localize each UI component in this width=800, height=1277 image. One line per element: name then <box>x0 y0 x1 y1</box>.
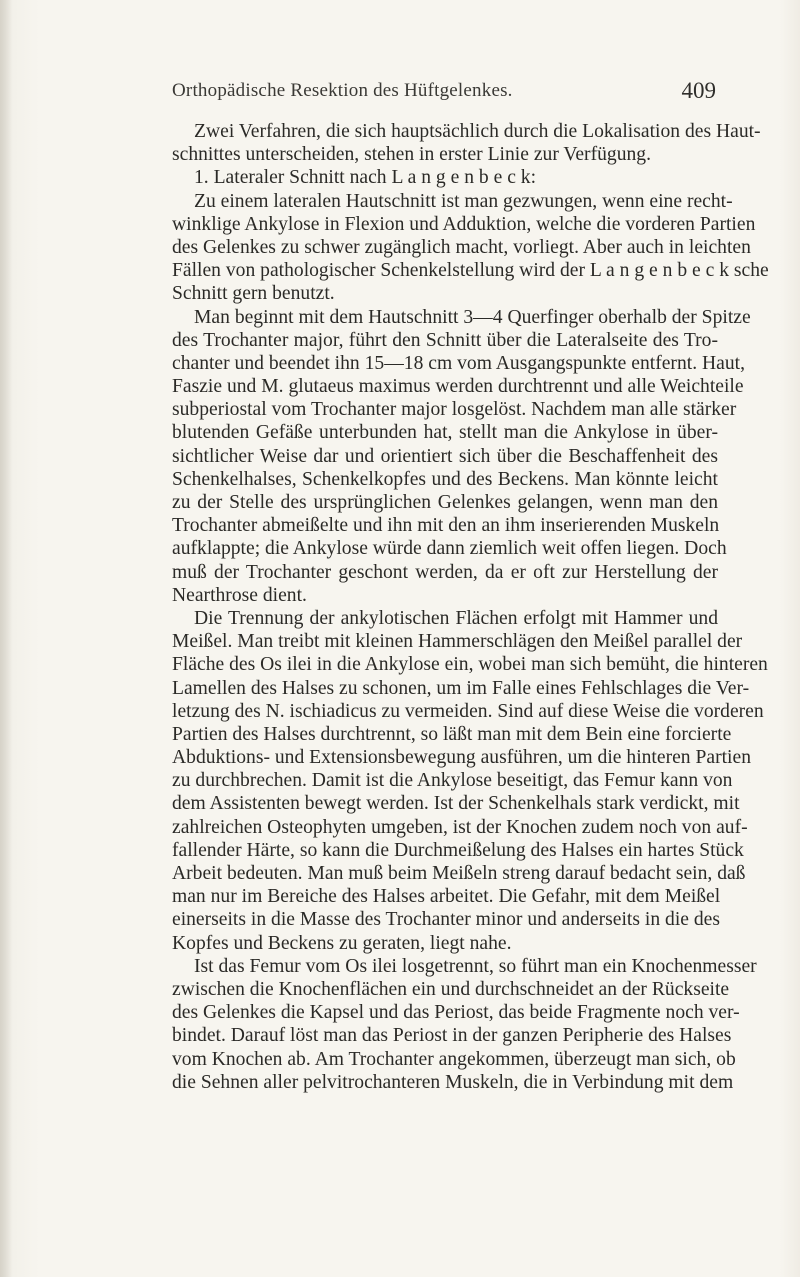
text-line: Faszie und M. glutaeus maximus werden durchtrennt und alle Weichteile <box>172 376 744 398</box>
text-line: Abduktions- und Extensionsbewegung ausführen, um die hinteren Partien <box>172 747 751 769</box>
text-line: Arbeit bedeuten. Man muß beim Meißeln streng darauf bedacht sein, daß <box>172 863 746 884</box>
text-line: Lamellen des Halses zu schonen, um im Falle eines Fehlschlages die Ver- <box>172 677 750 699</box>
text-line: bindet. Darauf löst man das Periost in der ganzen Peripherie des Halses <box>172 1025 732 1047</box>
text-line: Fläche des Os ilei in die Ankylose ein, wobei man sich bemüht, die hinteren <box>172 654 768 676</box>
text-line: zahlreichen Osteophyten umgeben, ist der Knochen zudem noch von auf- <box>172 816 748 838</box>
text-line: des Trochanter major, führt den Schnitt über die Lateralseite des Tro- <box>172 329 718 351</box>
text-line: vom Knochen ab. Am Trochanter angekommen, überzeugt man sich, ob <box>172 1048 736 1070</box>
text-line: des Gelenkes die Kapsel und das Periost, das beide Fragmente noch ver- <box>172 1002 740 1024</box>
page-header <box>172 80 716 110</box>
text-line: Meißel. Man treibt mit kleinen Hammerschlägen den Meißel parallel der <box>172 631 743 653</box>
text-line: die Sehnen aller pelvitrochanteren Muskeln, die in Verbindung mit dem <box>172 1071 734 1093</box>
text-line: Trochanter abmeißelte und ihn mit den an ihm inserierenden Muskeln <box>172 515 720 537</box>
text-line: Schenkelhalses, Schenkelkopfes und des Beckens. Man könnte leicht <box>172 468 718 490</box>
text-line: einerseits in die Masse des Trochanter minor und anderseits in die des <box>172 909 720 931</box>
text-line: Nearthrose dient. <box>172 584 307 606</box>
text-line: Man beginnt mit dem Hautschnitt 3—4 Querfinger oberhalb der Spitze <box>194 306 751 328</box>
text-line: dem Assistenten bewegt werden. Ist der Schenkelhals stark verdickt, mit <box>172 793 740 815</box>
page-number: 409 <box>681 78 716 103</box>
text-line: zu durchbrechen. Damit ist die Ankylose beseitigt, das Femur kann von <box>172 770 733 792</box>
text-line: schnittes unterscheiden, stehen in erster Linie zur Verfügung. <box>172 144 651 166</box>
text-line: Fällen von pathologischer Schenkelstellung wird der L a n g e n b e c k sche <box>172 260 769 282</box>
text-line: subperiostal vom Trochanter major losgelöst. Nachdem man alle stärker <box>172 399 737 421</box>
text-line: aufklappte; die Ankylose würde dann ziemlich weit offen liegen. Doch <box>172 538 727 560</box>
text-line: zu der Stelle des ursprünglichen Gelenkes gelangen, wenn man den <box>172 492 718 513</box>
text-line: Kopfes und Beckens zu geraten, liegt nahe. <box>172 932 512 954</box>
text-line: chanter und beendet ihn 15—18 cm vom Ausgangspunkte entfernt. Haut, <box>172 352 745 374</box>
page-gutter-shadow <box>0 0 12 1277</box>
text-line: man nur im Bereiche des Halses arbeitet. Die Gefahr, mit dem Meißel <box>172 886 721 908</box>
text-line: letzung des N. ischiadicus zu vermeiden. Sind auf diese Weise die vorderen <box>172 700 764 722</box>
text-line: Ist das Femur vom Os ilei losgetrennt, so führt man ein Knochenmesser <box>194 955 757 977</box>
text-line: Zwei Verfahren, die sich hauptsächlich durch die Lokalisation des Haut- <box>194 121 761 142</box>
text-line: winklige Ankylose in Flexion und Adduktion, welche die vorderen Partien <box>172 213 756 235</box>
text-line: Die Trennung der ankylotischen Flächen erfolgt mit Hammer und <box>194 607 718 629</box>
text-line: zwischen die Knochenflächen ein und durchschneidet an der Rückseite <box>172 978 730 1000</box>
running-head: Orthopädische Resektion des Hüftgelenkes. <box>172 80 513 101</box>
text-line: des Gelenkes zu schwer zugänglich macht, vorliegt. Aber auch in leichten <box>172 236 751 258</box>
text-line: sichtlicher Weise dar und orientiert sich über die Beschaffenheit des <box>172 445 718 467</box>
text-line: 1. Lateraler Schnitt nach L a n g e n b e c k: <box>194 167 537 189</box>
text-line: fallender Härte, so kann die Durchmeißelung des Halses ein hartes Stück <box>172 839 744 861</box>
text-line: Zu einem lateralen Hautschnitt ist man gezwungen, wenn eine recht- <box>194 190 733 212</box>
body-text <box>172 120 769 1094</box>
text-line: Partien des Halses durchtrennt, so läßt man mit dem Bein eine forcierte <box>172 723 732 745</box>
text-line: blutenden Gefäße unterbunden hat, stellt man die Ankylose in über- <box>172 422 718 444</box>
text-line: Schnitt gern benutzt. <box>172 283 335 305</box>
text-line: muß der Trochanter geschont werden, da er oft zur Herstellung der <box>172 561 718 583</box>
